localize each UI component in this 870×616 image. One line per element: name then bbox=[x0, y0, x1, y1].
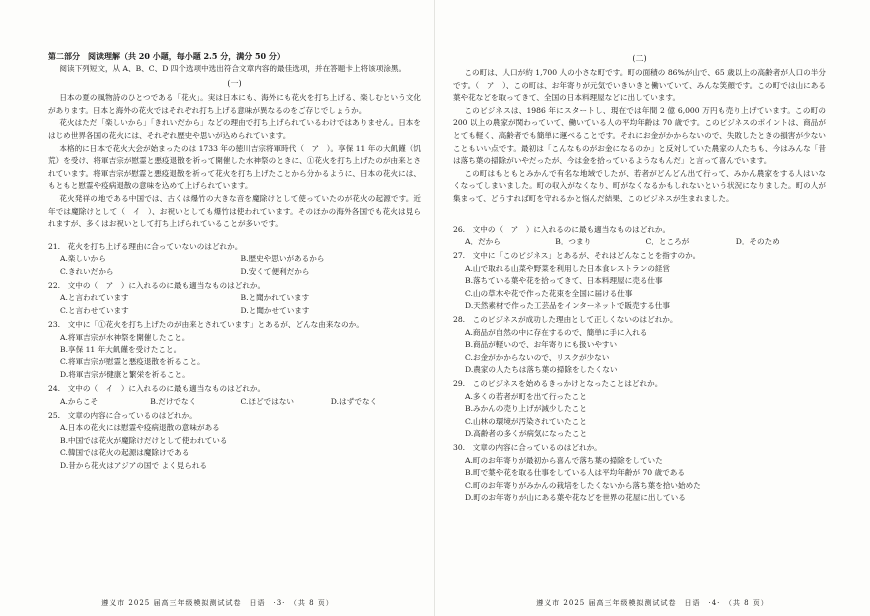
answer-option: C.韓国では花火の起源は魔除けである bbox=[60, 448, 190, 458]
answer-option: D.と聞かせています bbox=[240, 305, 310, 315]
option-row bbox=[48, 305, 421, 317]
page-footer-4: 遵义市 2025 届高三年级模拟测试试卷 日语 ·4· （共 8 页） bbox=[536, 599, 769, 607]
answer-option: B.中国では花火が魔除けだけとして使われている bbox=[60, 435, 228, 445]
answer-option: A.商品が自然の中に存在するので、簡単に手に入れる bbox=[465, 327, 648, 337]
answer-option: A.町のお年寄りが最初から喜んで落ち葉の掃除をしていた bbox=[465, 455, 663, 465]
answer-option: B.享保 11 年大飢饉を受けたこと。 bbox=[60, 344, 182, 354]
passage1-para3: 本格的に日本で花火大会が始まったのは 1733 年の徳川吉宗将軍時代（ ア ）。享保 11 年の大飢饉（饥荒）を受け、将軍吉宗が慰霊と悪疫退散を祈って開催した水神祭のときに、①花火を打ち上げたのが由来とされています。将軍吉宗が慰霊と悪疫退散を祈って花火を打ち上げたことから分かるように、日本の花火には、もともと慰霊や疫病退散の意味を込めて上げられています。 bbox=[48, 143, 421, 191]
answer-option: B.だけでなく bbox=[150, 396, 197, 406]
answer-option: D.将軍吉宗が健康と繁栄を祈ること。 bbox=[60, 369, 190, 379]
question-stem: 24. 文中の（ イ ）に入れるのに最も適当なものはどれか。 bbox=[48, 384, 266, 394]
answer-option: B.と聞かれています bbox=[240, 293, 310, 303]
section-title: 第二部分 阅读理解（共 20 小题，每小题 2.5 分，满分 50 分） bbox=[48, 51, 285, 61]
answer-option: A.からこそ bbox=[60, 396, 99, 406]
questions-21-25 bbox=[48, 241, 421, 472]
question-stem: 30. 文章の内容に合っているのはどれか。 bbox=[453, 443, 602, 453]
question-stem: 22. 文中の（ ア ）に入れるのに最も適当なものはどれか。 bbox=[48, 280, 266, 290]
passage1-para4: 花火発祥の地である中国では、古くは爆竹の大きな音を魔除けとして使っていたのが花火の起源です。近年では魔除けとして（ イ ）、お祝いとしても爆竹は使われています。そのほかの海外各国でも花火は見られますが、多くはお祝いとして打ち上げられていることが多いです。 bbox=[48, 193, 421, 229]
passage2-para3: この町はもともとみかんで有名な地域でしたが、若者がどんどん出て行って、みかん農家をする人はいなくなってしまいました。町の収入がなくなり、町がなくなるかもしれないという状況になりました。町の人が集まって、どうすれば町を守れるかと悩んだ結果、このビジネスが生まれました。 bbox=[453, 168, 826, 203]
passage1-para2: 花火はただ「楽しいから」「きれいだから」などの理由で打ち上げられているわけではありません。日本をはじめ世界各国の花火には、それぞれ歴史や思いが込められています。 bbox=[48, 118, 421, 140]
answer-option: A.将軍吉宗が水神祭を開催したこと。 bbox=[60, 332, 190, 342]
answer-option: D.安くて便利だから bbox=[240, 266, 310, 276]
answer-option: C.山の草木や花で作った花束を全国に届ける仕事 bbox=[465, 288, 633, 298]
question-stem: 26. 文中の（ ア ）に入れるのに最も適当なものはどれか。 bbox=[453, 224, 671, 234]
question-stem: 29. このビジネスを始めるきっかけとなったことはどれか。 bbox=[453, 379, 663, 389]
answer-option: C.将軍吉宗が慰霊と悪疫退散を祈ること。 bbox=[60, 357, 205, 367]
answer-option: C.ほどではない bbox=[240, 396, 295, 406]
answer-option: D.昔から花火はアジアの国で よく見られる bbox=[60, 460, 208, 470]
answer-option: C.と言わせています bbox=[60, 305, 129, 315]
answer-option: B.歴史や思いがあるから bbox=[240, 254, 325, 264]
passage1-para1: 日本の夏の風物詩のひとつである「花火」。実は日本にも、海外にも花火を打ち上げる、楽しむという文化があります。日本と海外の花火ではそれぞれ打ち上げる意味が異なるのをご存じでしょうか。 bbox=[48, 93, 421, 115]
answer-option: B.町で葉や花を取る仕事をしている人は平均年齢が 70 歳である bbox=[465, 468, 685, 478]
answer-option: C．ところが bbox=[645, 236, 690, 246]
answer-option: B.落ちている葉や花を拾ってきて、日本料理屋に売る仕事 bbox=[465, 276, 663, 286]
option-row bbox=[48, 292, 421, 304]
answer-option: B．つまり bbox=[555, 236, 592, 246]
option-row bbox=[453, 236, 826, 248]
answer-option: C.お金がかからないので、リスクが少ない bbox=[465, 352, 610, 362]
answer-option: D.はずでなく bbox=[330, 396, 378, 406]
passage-label-2: (二) bbox=[632, 54, 647, 63]
passage2-para2: このビジネスは、1986 年にスタートし、現在では年間 2 億 6,000 万円も売り上げています。この町の 200 以上の農家が関わっていて、働いている人の平均年齢は 70 歳です。このビジネスのポイントは、商品がとても軽く、高齢者でも簡単に運べることです。それにお金がかからないので、失敗したときの損害が少ないこともいい点です。最初は「こんなものがお金になるのか」と反対していた農家の人たちも、今はみんな「昔は落ち葉の掃除がいやだったが、今は金を拾っているようなもんだ」と言って喜んでいます。 bbox=[453, 105, 826, 166]
answer-option: D.天然素材で作った工芸品をインターネットで販売する仕事 bbox=[465, 300, 670, 310]
answer-option: A.楽しいから bbox=[60, 254, 106, 264]
instruction: 阅读下列短文，从 A、B、C、D 四个选项中选出符合文章内容的最佳选项，并在答题卡上将该项涂黑。 bbox=[59, 63, 407, 73]
option-row bbox=[48, 253, 421, 265]
answer-option: B.みかんの売り上げが減少したこと bbox=[465, 404, 587, 414]
right-page bbox=[435, 0, 870, 616]
answer-option: D．そのため bbox=[735, 236, 780, 246]
answer-option: A.多くの若者が町を出て行ったこと bbox=[465, 391, 587, 401]
option-row bbox=[48, 396, 421, 408]
question-stem: 28. このビジネスが成功した理由として正しくないのはどれか。 bbox=[453, 315, 678, 325]
answer-option: B.商品が軽いので、お年寄りにも扱いやすい bbox=[465, 340, 618, 350]
answer-option: A.と言われています bbox=[60, 293, 129, 303]
answer-option: D.町のお年寄りが山にある葉や花などを世界の花屋に出している bbox=[465, 493, 686, 503]
answer-option: C.きれいだから bbox=[60, 266, 114, 276]
page-footer-3: 遵义市 2025 届高三年级模拟测试试卷 日语 ·3· （共 8 页） bbox=[101, 599, 334, 607]
option-row bbox=[48, 266, 421, 278]
question-stem: 27. 文中に「このビジネス」とあるが、それはどんなことを指すのか。 bbox=[453, 251, 701, 261]
answer-option: D.農家の人たちは落ち葉の掃除をしたくない bbox=[465, 365, 618, 374]
answer-option: A.山で取れる山菜や野菜を利用した日本食レストランの経営 bbox=[465, 263, 671, 273]
passage2-para1: この町は、人口が約 1,700 人の小さな町です。町の面積の 86%が山で、65 歳以上の高齢者が人口の半分です。（ ア ）、この町は、お年寄りが元気でいきいきと働いていて、みんな笑顔です。この町では山にある葉や花などを取ってきて、全国の日本料理屋などに出しています。 bbox=[453, 68, 826, 103]
passage-label-1: (一) bbox=[227, 79, 242, 89]
question-stem: 25. 文章の内容に合っているのはどれか。 bbox=[48, 411, 197, 420]
question-stem: 23. 文中に「①花火を打ち上げたのが由来とされています」とあるが、どんな由来なのか。 bbox=[48, 320, 364, 330]
answer-option: D.高齢者の多くが病気になったこと bbox=[465, 429, 588, 439]
answer-option: C.山林の環境が汚染されていたこと bbox=[465, 416, 587, 426]
question-stem: 21. 花火を打ち上げる理由に合っていないのはどれか。 bbox=[48, 241, 243, 251]
answer-option: C.町のお年寄りがみかんの栽培をしたくないから落ち葉を拾い始めた bbox=[465, 480, 701, 490]
answer-option: A．だから bbox=[465, 236, 501, 246]
questions-26-30 bbox=[453, 224, 826, 505]
answer-option: A.日本の花火には慰霊や疫病退散の意味がある bbox=[60, 423, 220, 433]
